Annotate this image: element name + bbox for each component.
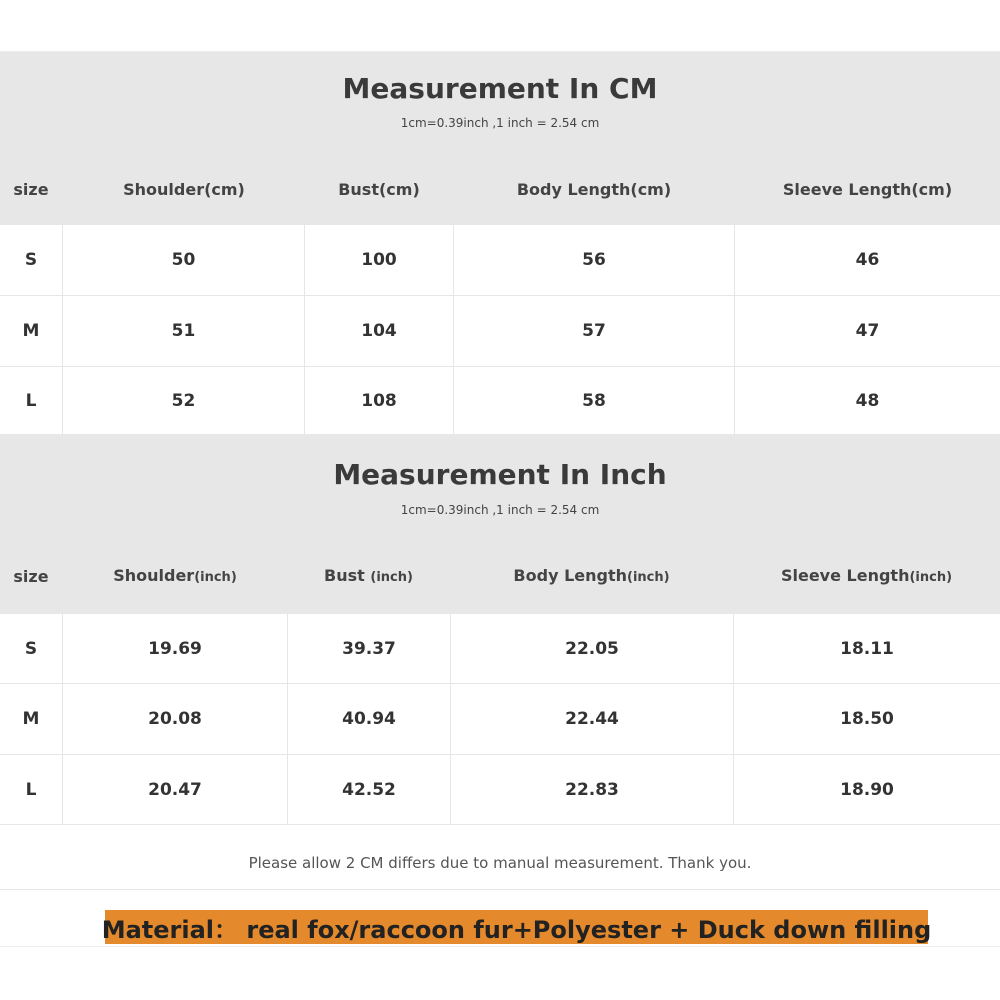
table-row <box>0 225 1000 296</box>
cell-sleeve-length: 18.90 <box>840 779 894 800</box>
material-banner: Material： real fox/raccoon fur+Polyester + Duck down filling <box>105 910 928 944</box>
table-row <box>0 367 1000 434</box>
cm-table-title: Measurement In CM <box>342 72 658 105</box>
cell-size: L <box>0 367 63 434</box>
cell-body-length: 22.44 <box>451 684 734 754</box>
inch-table <box>0 434 1000 614</box>
cell-size: S <box>0 225 63 295</box>
cell-body-length: 57 <box>454 296 735 366</box>
cm-table-header <box>0 52 1000 225</box>
cell-sleeve-length: 48 <box>855 390 880 411</box>
cm-table <box>0 52 1000 225</box>
cell-sleeve-length: 18.11 <box>840 638 894 659</box>
cell-size: S <box>0 614 63 683</box>
table-row <box>0 755 1000 825</box>
unit-label: (inch) <box>370 570 413 585</box>
cell-body-length: 58 <box>454 367 735 434</box>
cell-bust: 100 <box>305 225 454 295</box>
conversion-note: 1cm=0.39inch ,1 inch = 2.54 cm <box>400 503 600 517</box>
cell-shoulder: 20.47 <box>63 755 288 824</box>
cell-bust: 108 <box>305 367 454 434</box>
cell-size: M <box>0 684 63 754</box>
col-header-sleeve-length: Sleeve Length(cm) <box>782 180 953 199</box>
cell-shoulder: 19.69 <box>63 614 288 683</box>
conversion-note: 1cm=0.39inch ,1 inch = 2.54 cm <box>400 116 600 130</box>
cell-size: L <box>0 755 63 824</box>
cell-body-length: 22.05 <box>451 614 734 683</box>
col-header-bust <box>287 566 450 585</box>
measurement-disclaimer: Please allow 2 CM differs due to manual measurement. Thank you. <box>0 836 1000 890</box>
col-header-body-length-label: Body Length <box>513 566 627 585</box>
cell-bust: 39.37 <box>288 614 451 683</box>
unit-label: (inch) <box>627 570 670 585</box>
table-row <box>0 614 1000 684</box>
cell-bust: 40.94 <box>288 684 451 754</box>
col-header-body-length <box>450 566 733 585</box>
cell-bust: 104 <box>305 296 454 366</box>
cell-sleeve-length: 47 <box>855 321 880 341</box>
cell-shoulder: 52 <box>63 367 305 434</box>
cell-body-length: 22.83 <box>451 755 734 824</box>
col-header-shoulder-label: Shoulder <box>113 566 195 585</box>
col-header-shoulder: Shoulder(cm) <box>123 180 245 199</box>
cell-size: M <box>0 296 63 366</box>
inch-table-title: Measurement In Inch <box>333 458 667 491</box>
cell-body-length: 56 <box>454 225 735 295</box>
cell-shoulder: 20.08 <box>63 684 288 754</box>
table-row <box>0 684 1000 755</box>
bottom-divider <box>0 946 1000 947</box>
col-header-shoulder <box>63 566 287 585</box>
col-header-size: size <box>13 180 49 199</box>
cell-sleeve-length: 46 <box>855 250 880 270</box>
unit-label: (inch) <box>194 570 237 585</box>
cell-bust: 42.52 <box>288 755 451 824</box>
col-header-sleeve-length-label: Sleeve Length <box>780 566 910 585</box>
col-header-bust-label: Bust <box>324 566 371 585</box>
table-row <box>0 296 1000 367</box>
col-header-body-length: Body Length(cm) <box>516 180 672 199</box>
col-header-size: size <box>13 567 49 586</box>
inch-table-header <box>0 434 1000 614</box>
cell-sleeve-length: 18.50 <box>840 709 894 729</box>
col-header-bust: Bust(cm) <box>338 180 420 199</box>
cell-shoulder: 50 <box>63 225 305 295</box>
col-header-sleeve-length <box>733 566 1000 585</box>
unit-label: (inch) <box>909 570 953 585</box>
cell-shoulder: 51 <box>63 296 305 366</box>
